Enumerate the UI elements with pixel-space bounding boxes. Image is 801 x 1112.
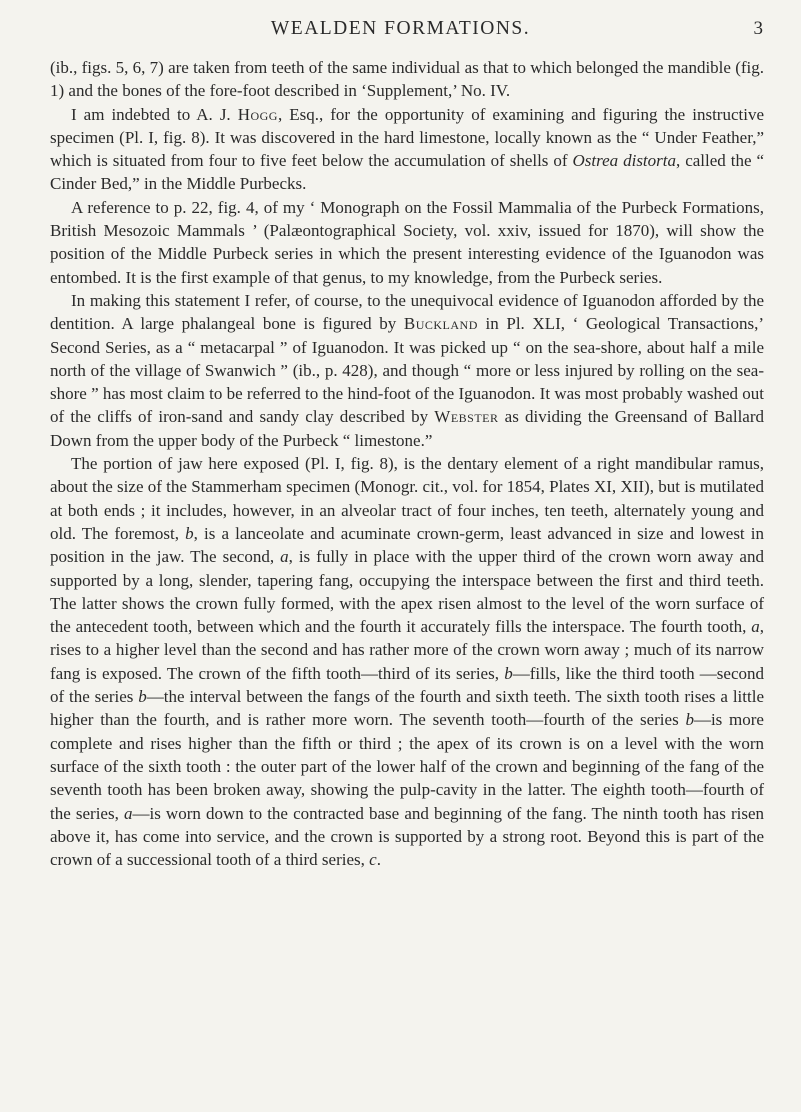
italic-text: c [369, 850, 377, 870]
paragraph-4 [50, 289, 764, 452]
text-run: , is a lanceolate and acuminate crown-germ, least advanced in size and lowest in position in the jaw. The second, [50, 523, 764, 567]
text-run: , is fully in place with the upper third of the crown worn away and supported by a long, slender, tapering fang, occupying the interspace between the first and third teeth. The latter shows the crown fully formed, with the apex risen almost to the level of the worn surface of the antecedent tooth, between which and the fourth it accurately fills the interspace. The fourth tooth, [50, 547, 764, 637]
text-run: —the interval between the fangs of the fourth and sixth teeth. The sixth tooth rises a little higher than the fourth, and is rather more worn. The seventh tooth—fourth of the series [50, 687, 764, 730]
author-name: Buckland [403, 314, 478, 334]
page-header [0, 14, 801, 44]
italic-text: b [185, 523, 194, 543]
text-run: in Pl. XLI, ‘ Geological Transactions,’ Second Series, as a “ metacarpal ” of Iguanodon. It was picked up “ on the sea-shore, about half a mile north of the village of Swanwich ” (ib., p. 428), and though “ more or less injured by rolling on the sea-shore ” has most claim to be referred to the hind-foot of the Iguanodon. It was most probably washed out of the cliffs of iron-sand and sandy clay described by [50, 314, 764, 427]
text-run: , called the “ Cinder Bed,” in the Middle Purbecks. [50, 151, 764, 194]
paragraph-5 [50, 452, 764, 871]
text-run: In making this statement I refer, of course, to the unequivocal evidence of Iguanodon afforded by the dentition. A large phalangeal bone is figured by [50, 290, 764, 334]
text-run: I am indebted to A. J. [71, 104, 238, 124]
text-run: as dividing the Greensand of Ballard Down from the upper body of the Purbeck “ limestone.” [50, 407, 765, 450]
italic-text: Ostrea distorta [572, 151, 676, 171]
italic-text: a [123, 803, 133, 823]
text-run: A reference to p. 22, fig. 4, of my ‘ Monograph on the Fossil Mammalia of the Purbeck Formations, British Mesozoic Mammals ’ (Palæontographical Society, vol. xxiv, issued for 1870), will show the position of the Middle Purbeck series in which the present interesting evidence of the Iguanodon was entombed. It is the first example of that genus, to my knowledge, from the Purbeck series. [50, 197, 764, 287]
paragraph-2 [50, 103, 764, 196]
paragraph-1 [50, 56, 764, 103]
text-run: —is worn down to the contracted base and beginning of the fang. The ninth tooth has risen above it, has come into service, and the crown is supported by a strong root. Beyond this is part of the crown of a successional tooth of a third series, [50, 803, 765, 870]
text-run: —fills, like the third tooth —second of the series [50, 663, 765, 707]
author-name: Hogg [237, 104, 278, 124]
text-run: —is more complete and rises higher than the fifth or third ; the apex of its crown is on a level with the worn surface of the sixth tooth : the outer part of the lower half of the crown and beginning of the fang of the seventh tooth has been broken away, showing the pulp-cavity in the latter. The eighth tooth—fourth of the series, [50, 710, 764, 823]
running-title: WEALDEN FORMATIONS. [270, 18, 531, 39]
text-run: . [376, 850, 381, 870]
italic-text: b [504, 663, 513, 683]
text-run: , Esq., for the opportunity of examining and figuring the instructive specimen (Pl. I, fig. 8). It was discovered in the hard limestone, locally known as the “ Under Feather,” which is situated from four to five feet below the accumulation of shells of [50, 104, 764, 171]
body-text [50, 56, 764, 871]
text-run: , rises to a higher level than the second and has rather more of the crown worn away ; much of its narrow fang is exposed. The crown of the fifth tooth—third of its series, [50, 617, 764, 683]
text-run: (ib., figs. 5, 6, 7) are taken from teeth of the same individual as that to which belonged the mandible (fig. 1) and the bones of the fore-foot described in ‘Supplement,’ No. IV. [50, 58, 764, 101]
italic-text: b [138, 687, 147, 707]
author-name: Webster [434, 407, 499, 427]
text-run: The portion of jaw here exposed (Pl. I, fig. 8), is the dentary element of a right mandibular ramus, about the size of the Stammerham specimen (Monogr. cit., vol. for 1854, Plates XI, XII), but is mutilated at both ends ; it includes, however, in an alveolar tract of four inches, ten teeth, alternately young and old. The foremost, [50, 454, 764, 543]
page-number: 3 [753, 18, 763, 39]
italic-text: a [280, 547, 289, 567]
paragraph-3 [50, 196, 764, 289]
italic-text: a [751, 617, 760, 637]
italic-text: b [685, 710, 694, 730]
